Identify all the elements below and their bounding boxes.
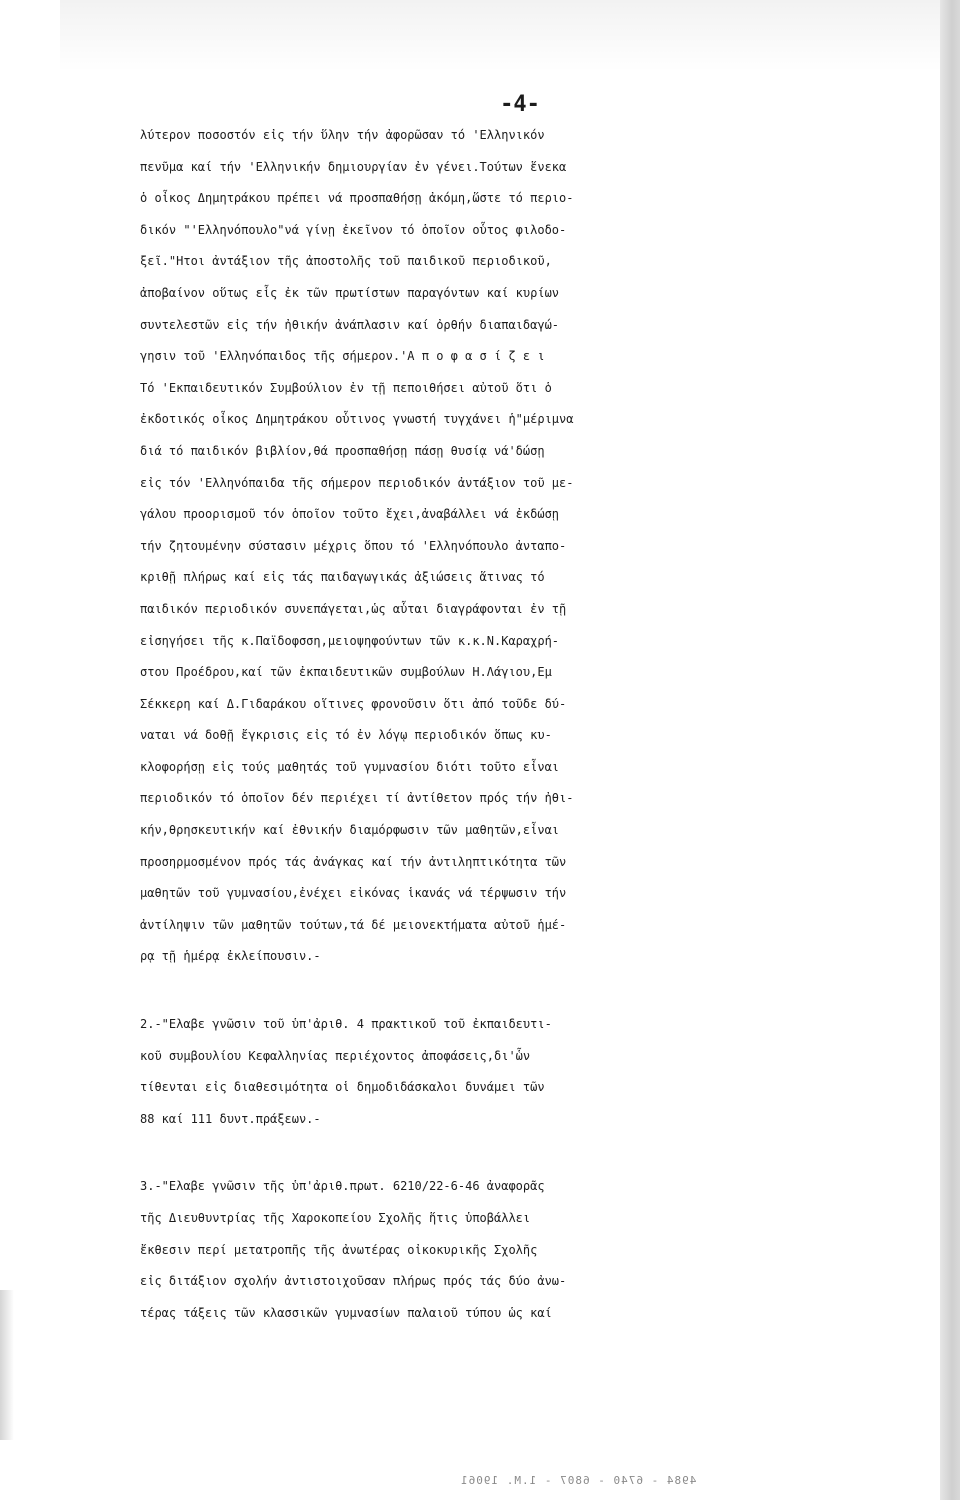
text-line: τῆς Διευθυντρίας τῆς Χαροκοπείου Σχολῆς ἥτις ὑποβάλλει [140,1211,531,1225]
binding-smudge [0,1290,14,1440]
text-line: 88 καί 111 δυντ.πράξεων.- [140,1111,321,1126]
text-line: κήν,θρησκευτικήν καί ἐθνικήν διαμόρφωσιν τῶν μαθητῶν,εἶναι [140,823,560,838]
text-line: ξεῖ."Ητοι ἀντάξιον τῆς ἀποστολῆς τοῦ παιδικοῦ περιοδικοῦ, [140,254,552,269]
text-line: γησιν τοῦ 'Ελληνόπαιδος τῆς σήμερον.'Α π ο φ α σ ί ζ ε ι [140,349,545,364]
text-line: περιοδικόν τό ὁποῖον δέν περιέχει τί ἀντίθετον πρός τήν ἠθι- [140,791,574,806]
text-line: ἔκθεσιν περί μετατροπῆς τῆς ἀνωτέρας οἰκοκυρικῆς Σχολῆς [140,1242,538,1257]
text-line: γάλου προορισμοῦ τόν ὁποῖον τοῦτο ἔχει,ἀναβάλλει νά ἐκδώσῃ [140,507,560,522]
text-line: εἰς τόν 'Ελληνόπαιδα τῆς σήμερον περιοδικόν ἀντάξιον τοῦ με- [140,475,574,490]
text-line: συντελεστῶν εἰς τήν ἠθικήν ἀνάπλασιν καί ὀρθήν διαπαιδαγώ- [140,317,560,332]
document-body [140,120,940,1329]
text-line: ἐκδοτικός οἶκος Δημητράκου οὗτινος γνωστή τυγχάνει ἡ"μέριμνα [140,412,574,427]
paragraph-gap [140,1135,940,1171]
text-line: προσηρμοσμένον πρός τάς ἀνάγκας καί τήν ἀντιληπτικότητα τῶν [140,854,567,869]
text-line: κριθῇ πλήρως καί εἰς τάς παιδαγωγικάς ἀξιώσεις ἅτινας τό [140,570,545,585]
text-line: διά τό παιδικόν βιβλίον,θά προσπαθήσῃ πάσῃ θυσίᾳ νά'δώσῃ [140,443,545,458]
footer-mark: 4984 - 6740 - 6807 - 1.M. 19061 [460,1474,697,1487]
paragraph-1 [140,120,940,973]
page-edge-shadow [940,0,960,1500]
text-line: εἰς διτάξιον σχολήν ἀντιστοιχοῦσαν πλήρως πρός τάς δύο ἀνω- [140,1274,567,1289]
text-line: πενῦμα καί τήν 'Ελληνικήν δημιουργίαν ἐν γένει.Τούτων ἕνεκα [140,159,567,174]
text-line: κοῦ συμβουλίου Κεφαλληνίας περιέχοντος ἀποφάσεις,δι'ὧν [140,1048,531,1063]
text-line: κλοφορήσῃ εἰς τούς μαθητάς τοῦ γυμνασίου διότι τοῦτο εἶναι [140,759,560,774]
text-line: λύτερον ποσοστόν εἰς τήν ὕλην τήν ἀφορῶσαν τό 'Ελληνικόν [140,128,545,142]
text-line: Τό 'Εκπαιδευτικόν Συμβούλιον ἐν τῇ πεποιθήσει αὐτοῦ ὅτι ὁ [140,380,552,395]
text-line: ὁ οἶκος Δημητράκου πρέπει νά προσπαθήσῃ ἀκόμη,ὥστε τό περιο- [140,191,574,206]
text-line: ρᾳ τῇ ἡμέρᾳ ἐκλείπουσιν.- [140,949,321,964]
text-line: εἰσηγήσει τῆς κ.Παϊδοφσση,μειοψηφούντων τῶν κ.κ.Ν.Καραχρή- [140,633,560,648]
text-line: ἀποβαίνον οὕτως εἷς ἐκ τῶν πρωτίστων παραγόντων καί κυρίων [140,285,560,300]
text-line: 3.-"Ελαβε γνῶσιν τῆς ὑπ'ἀριθ.πρωτ. 6210/22-6-46 ἀναφορᾶς [140,1179,545,1194]
paragraph-3 [140,1171,940,1329]
page-number: -4- [500,92,540,117]
text-line: παιδικόν περιοδικόν συνεπάγεται,ὡς αὗται διαγράφονται ἐν τῇ [140,601,567,616]
text-line: Σέκκερη καί Δ.Γιδαράκου οἵτινες φρονοῦσιν ὅτι ἀπό τοῦδε δύ- [140,696,567,711]
paragraph-gap [140,973,940,1009]
text-line: τήν ζητουμένην σύστασιν μέχρις ὅπου τό 'Ελληνόπουλο ἀνταπο- [140,538,567,553]
text-line: στου Προέδρου,καί τῶν ἐκπαιδευτικῶν συμβούλων Η.Λάγιου,Εμ [140,665,552,680]
text-line: τίθενται εἰς διαθεσιμότητα οἱ δημοδιδάσκαλοι δυνάμει τῶν [140,1080,545,1095]
text-line: τέρας τάξεις τῶν κλασσικῶν γυμνασίων παλαιοῦ τύπου ὡς καί [140,1305,552,1320]
paragraph-2 [140,1009,940,1135]
top-stain [60,0,940,72]
text-line: μαθητῶν τοῦ γυμνασίου,ἐνέχει εἰκόνας ἱκανάς νά τέρψωσιν τήν [140,886,567,901]
text-line: 2.-"Ελαβε γνῶσιν τοῦ ὑπ'ἀριθ. 4 πρακτικοῦ τοῦ ἐκπαιδευτι- [140,1017,552,1032]
text-line: ναται νά δοθῇ ἔγκρισις εἰς τό ἐν λόγῳ περιοδικόν ὅπως κυ- [140,728,552,743]
text-line: ἀντίληψιν τῶν μαθητῶν τούτων,τά δέ μειονεκτήματα αὐτοῦ ἡμέ- [140,917,567,932]
text-line: δικόν "'Ελληνόπουλο"νά γίνῃ ἐκεῖνον τό ὁποῖον οὗτος φιλοδο- [140,222,567,237]
